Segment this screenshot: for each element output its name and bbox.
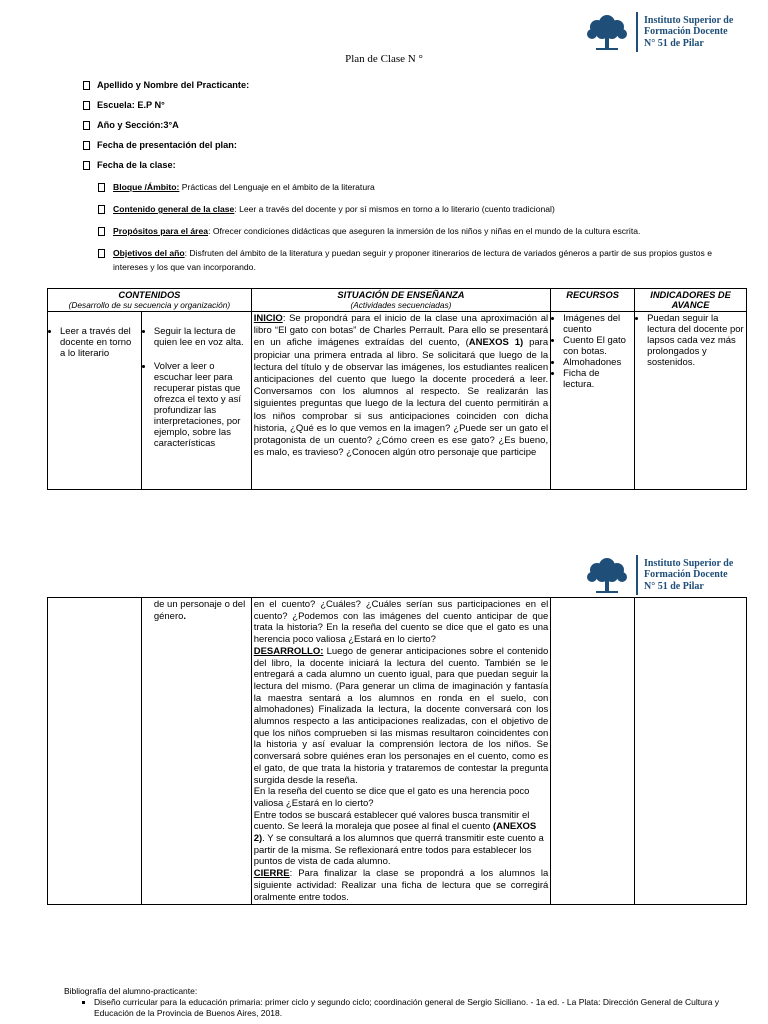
list-item: • Imágenes del cuento [563, 313, 632, 335]
field-practicante [83, 80, 723, 90]
sub-text: : Disfruten del ámbito de la literatura y puedan seguir y proponer itinerarios de lectura de variados géneros a partir de sus propios gustos e intereses y los que van incorporando. [113, 248, 713, 272]
sub-label: Contenido general de la clase [113, 204, 235, 214]
sub-text: Prácticas del Lenguaje en el ámbito de la literatura [179, 182, 375, 192]
list-item: • Seguir la lectura de quien lee en voz alta. [154, 326, 249, 348]
valores-text: Entre todos se buscará establecer qué valores busca transmitir el cuento. Se leerá la moraleja que posee al final el cuento [253, 809, 530, 833]
header-recursos [551, 289, 635, 312]
inicio-text: : Se propondrá para el inicio de la clase una aproximación al libro “El gato con botas” de Charles Perrault. Para ello se presentará en un afiche imágenes extraídas del cuento, ( [253, 313, 549, 349]
sub-contenido [83, 202, 723, 216]
field-label: Año y Sección:3°A [97, 120, 179, 130]
logo-line-1: Instituto Superior de [644, 14, 734, 26]
logo-line-3: N° 51 de Pilar [644, 37, 704, 49]
logo-line-2: Formación Docente [644, 26, 728, 38]
sub-propositos [83, 224, 723, 238]
cell-contenido-general [48, 312, 142, 490]
resena-paragraph: En la reseña del cuento se dice que el gato es una herencia poco valiosa ¿Estará en lo cierto? [253, 786, 530, 809]
sub-label: Propósitos para el área [113, 226, 209, 236]
bibliography [64, 986, 754, 1019]
checkbox-icon [98, 205, 105, 214]
checkbox-icon [98, 249, 105, 258]
contenido-continuation: de un personaje o del género [153, 599, 246, 622]
cell-situacion-continuation [251, 598, 551, 905]
header-label: RECURSOS [566, 290, 619, 300]
header-label: CONTENIDOS [118, 290, 181, 300]
checkbox-icon [98, 227, 105, 236]
inicio-label: INICIO [253, 313, 283, 324]
header-contenidos [48, 289, 252, 312]
tree-icon [584, 12, 630, 52]
cell-contenido-especifico [141, 598, 251, 905]
header-indicadores [635, 289, 747, 312]
field-label: Fecha de presentación del plan: [97, 140, 237, 150]
list-item: • Almohadones [563, 357, 632, 368]
document-title: Plan de Clase N ° [345, 53, 423, 65]
desarrollo-text: Luego de generar anticipaciones sobre el contenido del libro, la docente iniciará la lectura del cuento. También se le entregará a cada alumno un cuento igual, para que puedan seguir la lectura del mismo. (Para generar un clima de imaginación y fantasía la maestra sentará a los alumnos en ronda en el suelo, con almohadones) Finalizada la lectura, la docente conversará con los alumnos respecto a las anticipaciones realizadas, con el objetivo de que los niños comprueben si las mismas resultaron coincidentes con la historia y así evaluar la comprensión lectora de los niños. Se conversará sobre quiénes eran los personajes en el cuento, como es el gato, de que trata la historia y trataremos de contestar la pregunta surgida desde la reseña. [253, 645, 549, 786]
cell-recursos [551, 598, 635, 905]
logo-line-2: Formación Docente [644, 569, 728, 581]
checkbox-icon [83, 121, 90, 130]
inicio-text: para propiciar una primera entrada al libro. Se solicitará que luego de la lectura del título y de observar las imágenes, los estudiantes realicen anticipaciones del cuento que luego la docente procederá a leer. Conversamos con los alumnos al respecto. Se realizarán las siguientes preguntas que luego de la lectura del cuento permitirán a los niños comprobar si sus anticipaciones coinciden con dicha historia, ¿Qué es lo que vemos en la imagen? ¿Puede ser un gato el protagonista de un cuento? ¿Cómo creen es ese gato? ¿Es bueno, es malo, es travieso? ¿Conocen algún otro personaje que participe [253, 337, 549, 459]
list-item: • Cuento El gato con botas. [563, 335, 632, 357]
header-label: INDICADORES DE AVANCE [650, 290, 731, 310]
sub-objetivos [83, 246, 723, 274]
cell-contenido-general [48, 598, 142, 905]
field-anio [83, 120, 723, 130]
field-escuela [83, 100, 723, 110]
logo-divider [636, 555, 638, 595]
anexo-1-label: ANEXOS 1) [468, 337, 524, 349]
cell-contenido-especifico [141, 312, 251, 490]
cell-indicadores [635, 312, 747, 490]
inicio-continuation: en el cuento? ¿Cuáles? ¿Cuáles serían sus participaciones en el cuento? ¿Podemos con las imágenes del cuento anticipar de que trata la historia? En la reseña del cuento se dice que el gato es una herencia poco valiosa ¿Estará en lo cierto? [253, 599, 549, 646]
header-sublabel: (Desarrollo de su secuencia y organización) [68, 300, 231, 310]
checkbox-icon [83, 101, 90, 110]
cierre-label: CIERRE [253, 868, 290, 880]
institute-logo [584, 12, 733, 52]
logo-text [644, 15, 733, 50]
desarrollo-label: DESARROLLO: [253, 645, 324, 657]
header-sublabel: (Actividades secuenciadas) [350, 300, 452, 310]
logo-line-1: Instituto Superior de [644, 557, 734, 569]
bibliography-title: Bibliografía del alumno-practicante: [64, 986, 198, 996]
bibliography-item: ▪ Diseño curricular para la educación primaria: primer ciclo y segundo ciclo; coordinación general de Sergio Siciliano. - 1a ed. - La Plata: Dirección General de Cultura y Educación de la Provincia de Buenos Aires, 2018. [94, 997, 754, 1019]
cell-indicadores [635, 598, 747, 905]
cell-recursos [551, 312, 635, 490]
list-item: • Volver a leer o escuchar leer para recuperar pistas que ofrezca el texto y así profundizar las interpretaciones, por ejemplo, sobre las características [154, 361, 249, 449]
sub-label: Bloque /Ámbito: [113, 182, 180, 192]
checkbox-icon [83, 161, 90, 170]
logo-line-3: N° 51 de Pilar [644, 580, 704, 592]
header-situacion [251, 289, 550, 312]
field-fecha-plan [83, 140, 723, 150]
header-label: SITUACIÓN DE ENSEÑANZA [337, 290, 465, 300]
list-item: • Ficha de lectura. [563, 368, 632, 390]
field-fecha-clase [83, 160, 723, 170]
list-item: • Leer a través del docente en torno a lo literario [60, 326, 139, 359]
plan-table-page-2 [47, 597, 747, 905]
logo-divider [636, 12, 638, 52]
desarrollo-paragraph [254, 646, 549, 786]
tree-icon [584, 555, 630, 595]
cierre-text: : Para finalizar la clase se propondrá a los alumnos la siguiente actividad: Realizar una ficha de lectura que se corregirá oralmente entre todos. [253, 868, 549, 903]
contenido-period: . [183, 611, 187, 622]
valores-text: . Y se consultará a los alumnos que querrá transmitir este cuento a partir de la misma. Se reflexionará entre todos para establecer los puntos de vista de cada alumno. [253, 833, 544, 868]
sub-text: : Leer a través del docente y por sí mismos en torno a lo literario (cuento tradicional) [234, 204, 555, 214]
institute-logo [584, 555, 733, 595]
checkbox-icon [98, 183, 105, 192]
page-2 [0, 515, 768, 1024]
cell-situacion-inicio [251, 312, 550, 490]
checkbox-icon [83, 141, 90, 150]
plan-fields [83, 80, 723, 282]
sub-label: Objetivos del año [113, 248, 185, 258]
cierre-paragraph [254, 868, 549, 903]
sub-bloque [83, 180, 723, 194]
plan-table-page-1 [47, 288, 747, 490]
valores-paragraph [254, 810, 549, 869]
logo-text [644, 558, 733, 593]
field-label: Escuela: E.P N° [97, 100, 165, 110]
field-label: Apellido y Nombre del Practicante: [97, 80, 250, 90]
checkbox-icon [83, 81, 90, 90]
list-item: • Puedan seguir la lectura del docente por lapsos cada vez más prolongados y sostenidos. [647, 313, 744, 368]
anexo-2-label: (ANEXOS 2) [253, 821, 537, 845]
sub-text: : Ofrecer condiciones didácticas que aseguren la inmersión de los niños y niñas en el mundo de la cultura escrita. [208, 226, 641, 236]
field-label: Fecha de la clase: [97, 160, 176, 170]
